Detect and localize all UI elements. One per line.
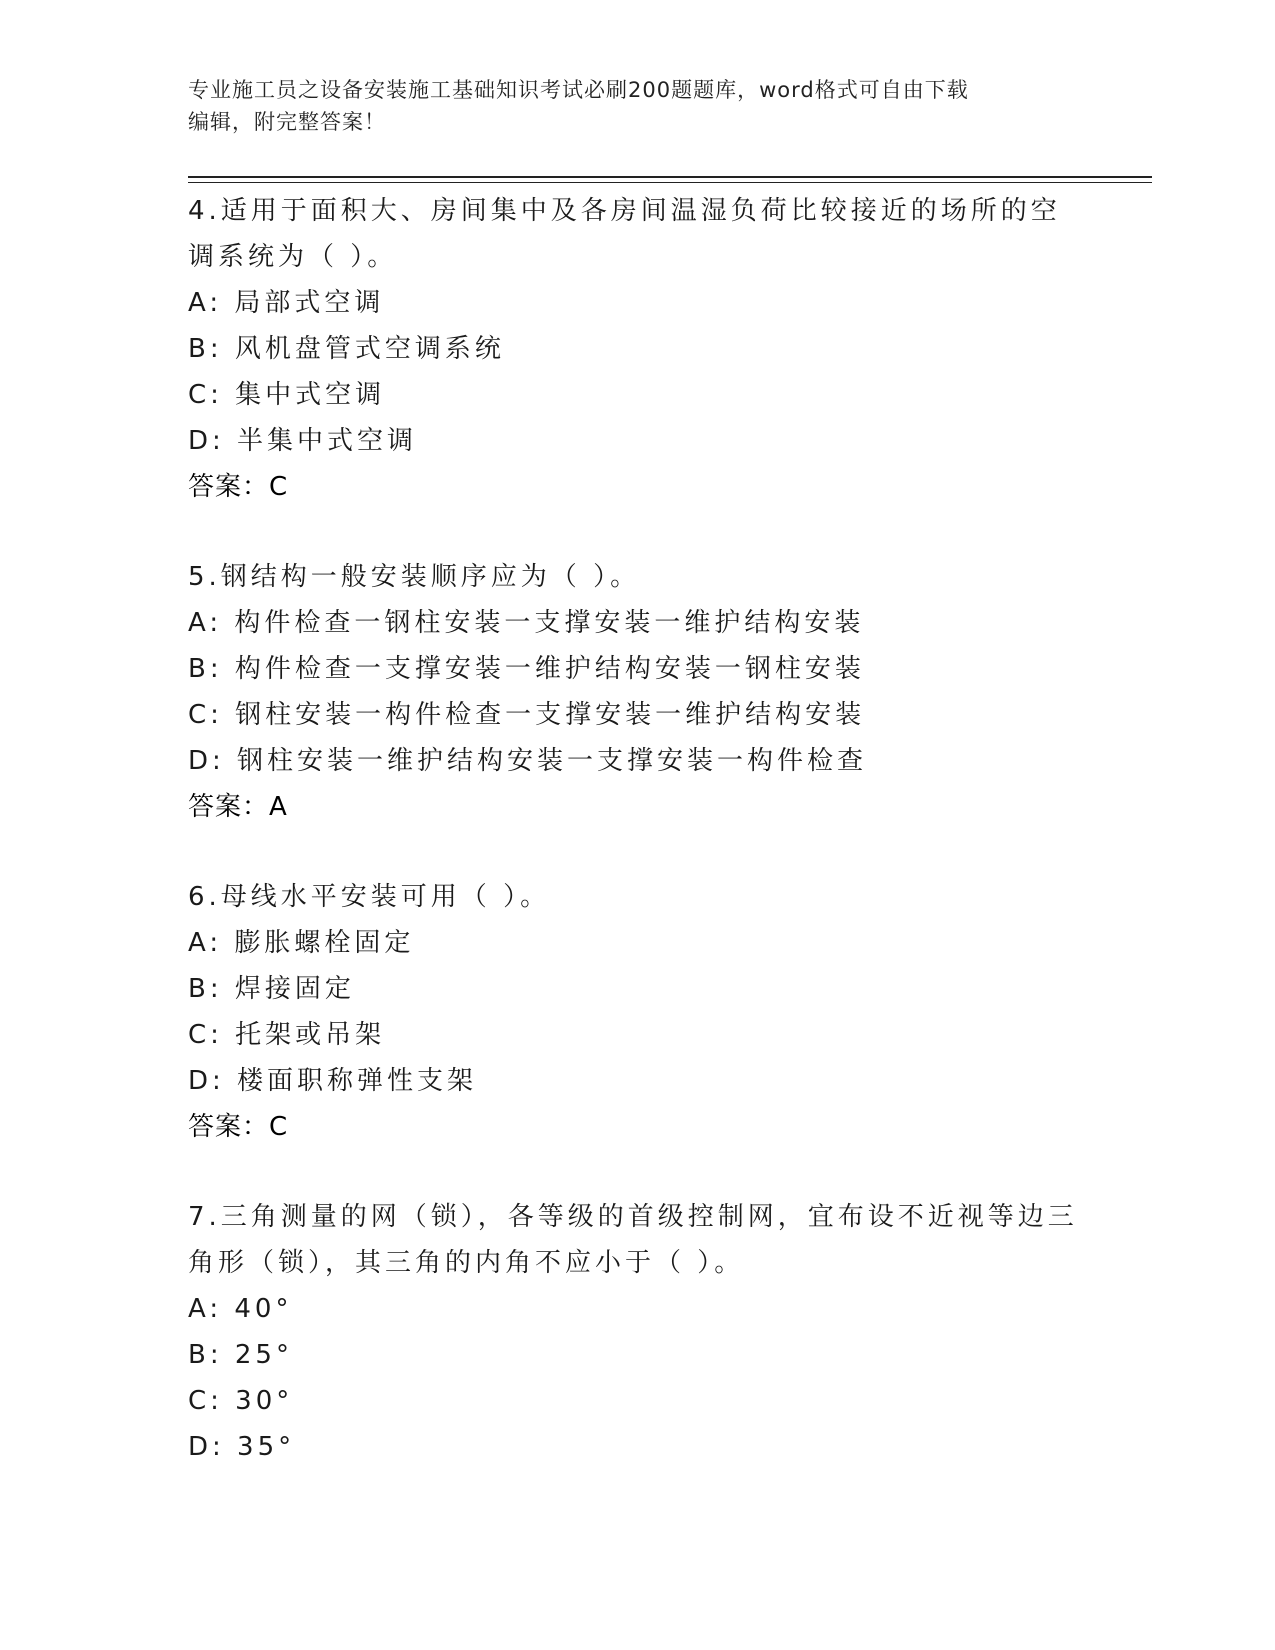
- question-7: [188, 1194, 1088, 1470]
- question-stem: 4.适用于面积大、房间集中及各房间温湿负荷比较接近的场所的空调系统为（ ）。: [188, 196, 1061, 272]
- answer-line: 答案：A: [188, 792, 288, 822]
- question-6: [188, 874, 1088, 1150]
- header-divider-thick: [188, 176, 1152, 178]
- option-d: D: 半集中式空调: [188, 426, 418, 456]
- option-d: D: 钢柱安装一维护结构安装一支撑安装一构件检查: [188, 746, 868, 776]
- header-title-line-2: 编辑，附完整答案！: [188, 110, 386, 134]
- question-stem: 7.三角测量的网（锁），各等级的首级控制网，宜布设不近视等边三角形（锁），其三角的内角不应小于（ ）。: [188, 1202, 1078, 1278]
- question-4: [188, 188, 1088, 510]
- answer-line: 答案：C: [188, 1112, 289, 1142]
- option-d: D: 楼面职称弹性支架: [188, 1066, 478, 1096]
- option-c: C: 30°: [188, 1386, 294, 1416]
- option-a: A: 构件检查一钢柱安装一支撑安装一维护结构安装: [188, 608, 865, 638]
- question-stem: 6.母线水平安装可用（ ）。: [188, 882, 551, 912]
- option-a: A: 40°: [188, 1294, 293, 1324]
- option-d: D: 35°: [188, 1432, 296, 1462]
- header-title-line-1: 专业施工员之设备安装施工基础知识考试必刷200题题库，word格式可自由下载: [188, 78, 969, 102]
- option-c: C: 钢柱安装一构件检查一支撑安装一维护结构安装: [188, 700, 866, 730]
- document-header: [188, 74, 1088, 138]
- option-a: A: 局部式空调: [188, 288, 385, 318]
- option-b: B: 焊接固定: [188, 974, 355, 1004]
- option-a: A: 膨胀螺栓固定: [188, 928, 415, 958]
- option-b: B: 风机盘管式空调系统: [188, 334, 505, 364]
- option-c: C: 集中式空调: [188, 380, 386, 410]
- question-list: [188, 188, 1088, 1514]
- option-b: B: 构件检查一支撑安装一维护结构安装一钢柱安装: [188, 654, 865, 684]
- option-b: B: 25°: [188, 1340, 293, 1370]
- header-divider-thin: [188, 182, 1152, 183]
- answer-line: 答案：C: [188, 472, 289, 502]
- question-5: [188, 554, 1088, 830]
- option-c: C: 托架或吊架: [188, 1020, 386, 1050]
- question-stem: 5.钢结构一般安装顺序应为（ ）。: [188, 562, 641, 592]
